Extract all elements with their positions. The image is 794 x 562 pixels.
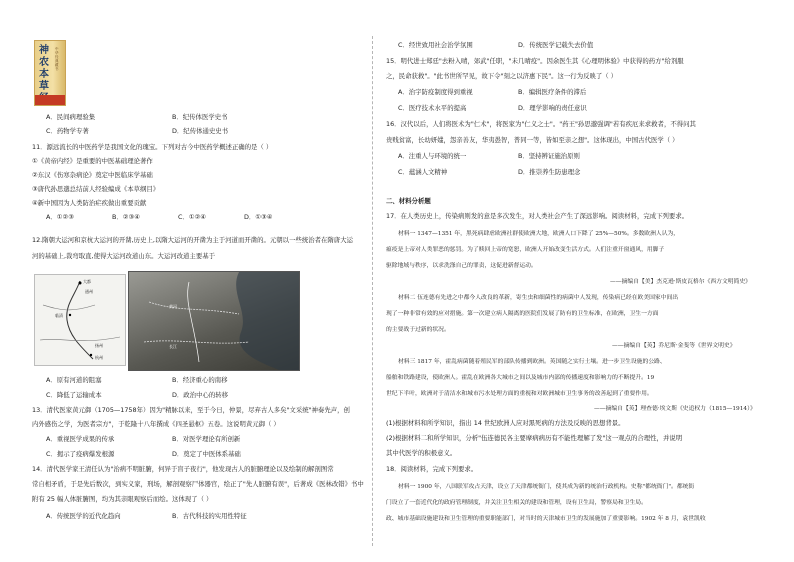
book-cover-subtitle: 中华经典藏书 [55,47,59,71]
map-label-dadu: 大都 [83,279,91,284]
q16-stem-line-2: 贵贱贫富，长幼妍媸，怨亲善友，华夷愚智，普同一等，皆如至亲之想"。这体现出，中国古代医学（ ） [386,136,679,144]
q17-material-1-line-1: 材料一 1347—1351 年，黑死病肆虐欧洲社群使欧洲大地，欧洲人口下降了 25%—50%。多数欧洲人认为， [398,231,680,237]
q13-stem-line-2: 内外感伤之学，为医者宗方"，于乾隆十八年撰成《四圣悬枢》五卷。这说明黄元御（ ） [32,420,280,428]
q12-option-a: A．原有河道的阻塞 [46,376,102,384]
map-label-linqing: 临清 [55,313,63,318]
map-label-tongzhou: 通州 [85,289,93,294]
q14-option-a: A．传统医学的近代化趋向 [46,512,121,520]
q12-stem-line-2: 河的基础上,裁弯取直,使得大运河改道山东。大运河改道主要基于 [32,252,215,260]
q15-option-b: B．编辑医疗条件的滞后 [518,88,587,96]
column-divider [372,36,373,546]
q11-item-2: ②东汉《伤寒杂病论》奠定中医临床学基础 [32,171,153,179]
q13-option-c: C．揭示了疫病爆发根源 [46,450,115,458]
q11-option-a: A．①②③ [46,213,74,221]
q17-material-1-source: ——摘编自【美】杰克逊·斯皮瓦格尔《西方文明简史》 [610,279,751,285]
q18-stem: 18．阅读材料，完成下列要求。 [386,465,478,473]
q17-stem: 17．在人类历史上，传染病则发的意是多次发生，对人类社会产生了深远影响。阅读材料，完成下列要求。 [386,212,689,220]
q17-material-3-line-3: 世纪下半叶，欧洲对于清洁水和城市污水处理方面的重视和对欧洲城市卫生事务的改善起到了重要作用。 [386,391,653,397]
q17-material-1-line-2: 瘟疫是上帝对人类罪恶的惩罚。为了赎回上帝的宽恕，欧洲人开始改变生活方式。人们注重开窗通风，用脚子 [386,247,665,253]
q16-option-d: D．推崇养生防患理念 [518,168,581,176]
book-cover-title: 神农本草 [39,45,49,92]
q12-option-d: D．政治中心的转移 [172,391,229,399]
q11-stem: 11．源远流长的中医药学是我国文化的瑰宝。下列对古今中医药学概述正确的是（ ） [32,143,273,151]
q10-option-b: B．纪传体医学史书 [172,113,228,121]
q14-option-d: D．传统医学记载失去价值 [518,41,594,49]
q11-item-4: ④新中国因为人类防治疟疾做出重要贡献 [32,199,147,207]
q17-material-1-line-3: 驱除地域与秩序，以求洗涤自己的罪责，这促进新督运动。 [386,263,537,269]
q11-option-c: C．①②④ [178,213,207,221]
q15-option-c: C．医疗技术水平的提高 [398,104,467,112]
q10-option-c: C．药物学专著 [46,127,89,135]
canal-route-drawing [35,275,125,365]
q18-material-1-line-1: 材料一 1900 年，八国联军攻占天津，设立了天津都统衙门，使其成为新的统治行政机构。史称"都统衙门"。都统衙 [398,484,695,490]
q17-material-3-line-1: 材料三 1817 年，霍乱病菌随着殖民军的部队传播到欧洲。英国随之实行土壤。进一步卫生设施的公路、 [398,359,666,365]
q15-option-a: A．治宇防疫制度得到重视 [398,88,473,96]
q17-material-2-source: ——摘编自【英】乔尼斯·金斐等《世界文明史》 [612,343,736,349]
book-cover-image [34,40,66,106]
q11-item-1: ①《黄帝内经》是重要的中医基础理论著作 [32,157,153,165]
q17-requirement-2: (2)根据材料二和所学知识，分析"伍连德民各主要摩病病历有不能性理解了发"这一观点的合理性，并说明 [386,434,683,442]
q17-requirement-2-cont: 其中代医学的积极意义。 [386,449,457,457]
q10-option-a: A．民间病理验集 [46,113,96,121]
q13-option-d: D．奠定了中医体系基础 [172,450,241,458]
q16-option-a: A．注重人与环境的统一 [398,152,467,160]
q15-option-d: D．理学影响的责任意识 [518,104,587,112]
canal-satellite-image [128,271,300,371]
q16-stem-line-1: 16．汉代以后，人们将医术为"仁术"，将医家为"仁义之士"。"药王"孙思邈强调"若有疾厄来求救者，不得问其 [386,120,696,128]
q11-item-3: ③唐代孙思邈总结前人经验编成《本草纲目》 [32,185,160,193]
q18-material-1-line-2: 门设立了一套近代化的政府管理制度，并关注卫生相关的建设和管理，设有卫生局，警察局和卫生局。 [386,500,647,506]
terrain-drawing [129,272,299,370]
q14-stem-line-3: 附有 25 幅人体脏腑图，均为其亲眼观察后而绘。这体现了（ ） [32,495,213,503]
q11-option-b: B．②③④ [112,213,140,221]
q17-material-3-source: ——摘编自【英】理查德·埃文斯《史追权力（1815—1914）》 [594,406,756,412]
q14-stem-line-2: 常自相矛盾，于是先后数次，到实义家，刑场，解剖观察尸体器官，绘正了"先人脏腑有误"，后著成《医林改错》书中 [32,480,364,488]
q15-stem-line-2: 之，民命获救"。"此书世所罕见，故下令"刻之以济惠下民"。这一行为反映了（ ） [386,72,618,80]
q13-stem-line-1: 13．清代医家黄元御（1705—1758年）因为"精脉以来，至于今日，仲景，尽弃古人多矣"文采统"神奏先声，创 [32,406,350,414]
q14-stem-line-1: 14．清代医学家王清任认为"治病不明脏腑，何异于盲子夜行"，他发现古人的脏腑理论以及绘制的解剖图常 [32,465,334,473]
q16-option-b: B．坚持辨证施治原则 [518,152,580,160]
q17-material-2-line-2: 现了一种非常有效的应对措施。第一次建立病人隔离的医院们发展了防有的卫生标准，在欧洲，卫生一方面 [386,311,659,317]
q12-option-c: C．降低了运输成本 [46,391,102,399]
q14-option-c: C．经世致用社会治学氛围 [398,41,473,49]
q16-option-c: C．蕴涵人文精神 [398,168,448,176]
photo-label-yangtze: 长江 [169,344,177,349]
photo-label-yellow-river: 黄河 [169,304,177,309]
right-column [384,0,776,562]
q17-material-2-line-3: 的主要战于过新的状况。 [386,327,450,333]
q13-option-a: A．重视医学成果的传承 [46,435,115,443]
q14-option-b: B．古代科技的实用性特征 [172,512,247,520]
grand-canal-map [34,274,126,366]
q18-material-1-line-3: 政、城市基础设施建设和卫生管理的重要职能部门，对当时的天津城市卫生的发展施加了重要影响。1902 年 8 月，袁世凯收 [386,516,706,522]
left-column [22,0,362,562]
book-cover-band [35,95,65,105]
map-label-yangzhou: 扬州 [95,343,103,348]
q13-option-b: B．对医学理论有所创新 [172,435,241,443]
map-label-hangzhou: 杭州 [95,355,103,360]
q17-material-2-line-1: 材料二 伍连德有先进之中都今人改良的革新，寄生虫和细菌性的病菌中人发现，传染病已经在欧美国家中间出 [398,295,679,301]
q17-material-3-line-2: 船舶和铁路建设，使欧洲人。霍乱在欧洲各大城市之间以及城市内部的传播速度和影响力的不断提升。19 [386,375,655,381]
q15-stem-line-1: 15．明代进士郑廷"去粉入晴，郊武"任职，"未几晴疫"。因余医生其《心理明体验》中获得的药方"给剂服 [386,57,684,65]
q12-option-b: B．经济重心的南移 [172,376,228,384]
section-title-material-analysis: 二、材料分析题 [386,197,431,205]
q10-option-d: D．纪传体通史史书 [172,127,229,135]
q17-requirement-1: (1)根据材料和所学知识，指出 14 世纪欧洲人应对黑死病的方法及反映的思想背景。 [386,419,625,427]
q12-stem-line-1: 12.隋朝大运河和京杭大运河的开凿,历史上,以隋大运河的开凿为主于河道而开凿的。元朝以一些统治者在隋唐大运 [32,236,353,244]
q11-option-d: D．①③④ [244,213,273,221]
